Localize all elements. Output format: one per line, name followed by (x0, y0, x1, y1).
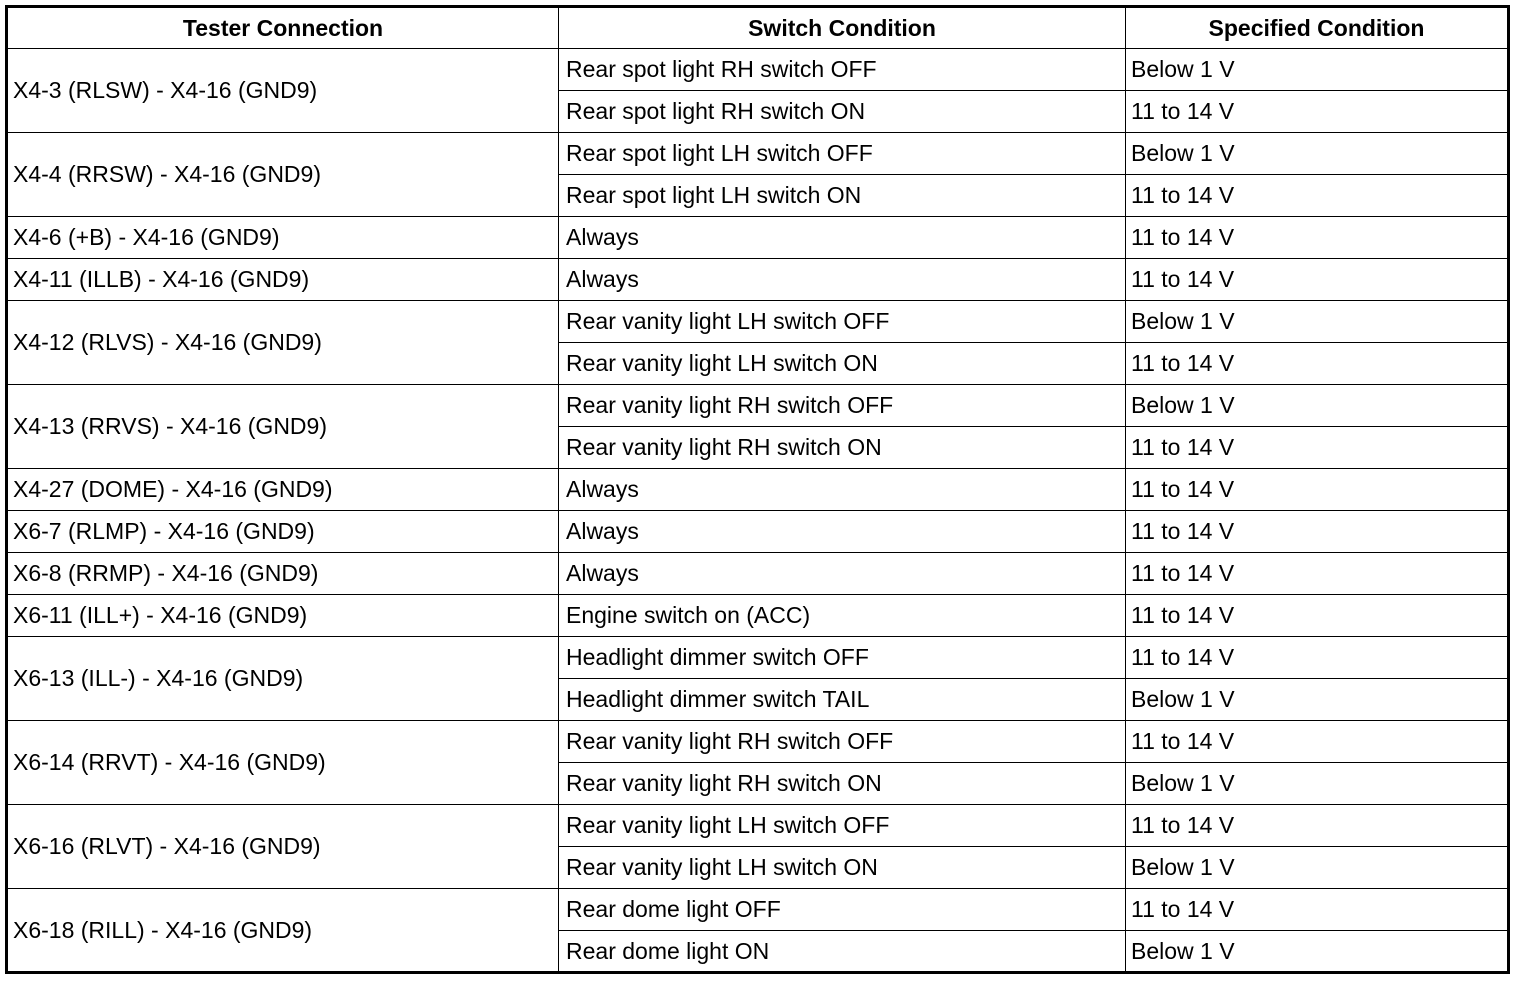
specified-condition-cell: 11 to 14 V (1126, 511, 1509, 553)
table-row (7, 385, 1509, 427)
table-row (7, 595, 1509, 637)
switch-condition-cell: Always (559, 259, 1126, 301)
switch-condition-cell: Rear spot light RH switch ON (559, 91, 1126, 133)
switch-condition-cell: Engine switch on (ACC) (559, 595, 1126, 637)
inspection-spec-table (5, 5, 1510, 974)
table-row (7, 805, 1509, 847)
tester-connection-cell: X4-13 (RRVS) - X4-16 (GND9) (7, 385, 559, 469)
switch-condition-cell: Always (559, 469, 1126, 511)
table-row (7, 553, 1509, 595)
tester-connection-cell: X6-18 (RILL) - X4-16 (GND9) (7, 889, 559, 973)
switch-condition-cell: Rear vanity light LH switch OFF (559, 805, 1126, 847)
specified-condition-cell: Below 1 V (1126, 385, 1509, 427)
switch-condition-cell: Always (559, 553, 1126, 595)
specified-condition-cell: 11 to 14 V (1126, 427, 1509, 469)
switch-condition-cell: Rear vanity light LH switch ON (559, 847, 1126, 889)
switch-condition-cell: Rear vanity light RH switch ON (559, 763, 1126, 805)
table-row (7, 469, 1509, 511)
specified-condition-cell: 11 to 14 V (1126, 469, 1509, 511)
tester-connection-cell: X6-11 (ILL+) - X4-16 (GND9) (7, 595, 559, 637)
switch-condition-cell: Rear dome light OFF (559, 889, 1126, 931)
tester-connection-cell: X6-8 (RRMP) - X4-16 (GND9) (7, 553, 559, 595)
specified-condition-cell: Below 1 V (1126, 847, 1509, 889)
tester-connection-cell: X6-7 (RLMP) - X4-16 (GND9) (7, 511, 559, 553)
specified-condition-cell: 11 to 14 V (1126, 175, 1509, 217)
specified-condition-cell: 11 to 14 V (1126, 637, 1509, 679)
switch-condition-cell: Rear vanity light LH switch OFF (559, 301, 1126, 343)
specified-condition-cell: 11 to 14 V (1126, 889, 1509, 931)
specified-condition-cell: Below 1 V (1126, 679, 1509, 721)
specified-condition-cell: 11 to 14 V (1126, 595, 1509, 637)
switch-condition-cell: Rear vanity light RH switch ON (559, 427, 1126, 469)
specified-condition-cell: 11 to 14 V (1126, 343, 1509, 385)
specified-condition-cell: 11 to 14 V (1126, 805, 1509, 847)
tester-connection-cell: X4-12 (RLVS) - X4-16 (GND9) (7, 301, 559, 385)
switch-condition-cell: Rear vanity light RH switch OFF (559, 385, 1126, 427)
switch-condition-cell: Always (559, 511, 1126, 553)
specified-condition-cell: 11 to 14 V (1126, 721, 1509, 763)
switch-condition-cell: Rear dome light ON (559, 931, 1126, 973)
specified-condition-cell: Below 1 V (1126, 931, 1509, 973)
specified-condition-cell: 11 to 14 V (1126, 553, 1509, 595)
specified-condition-cell: Below 1 V (1126, 301, 1509, 343)
tester-connection-cell: X6-16 (RLVT) - X4-16 (GND9) (7, 805, 559, 889)
switch-condition-cell: Always (559, 217, 1126, 259)
table-body (7, 49, 1509, 973)
header-switch-condition: Switch Condition (559, 7, 1126, 49)
switch-condition-cell: Rear vanity light RH switch OFF (559, 721, 1126, 763)
switch-condition-cell: Rear spot light LH switch ON (559, 175, 1126, 217)
header-row (7, 7, 1509, 49)
specified-condition-cell: 11 to 14 V (1126, 91, 1509, 133)
specified-condition-cell: Below 1 V (1126, 133, 1509, 175)
tester-connection-cell: X4-4 (RRSW) - X4-16 (GND9) (7, 133, 559, 217)
specified-condition-cell: Below 1 V (1126, 763, 1509, 805)
tester-connection-cell: X6-13 (ILL-) - X4-16 (GND9) (7, 637, 559, 721)
header-tester-connection: Tester Connection (7, 7, 559, 49)
table-row (7, 721, 1509, 763)
switch-condition-cell: Rear spot light RH switch OFF (559, 49, 1126, 91)
tester-connection-cell: X4-27 (DOME) - X4-16 (GND9) (7, 469, 559, 511)
table-row (7, 889, 1509, 931)
specified-condition-cell: 11 to 14 V (1126, 259, 1509, 301)
table-row (7, 511, 1509, 553)
switch-condition-cell: Rear vanity light LH switch ON (559, 343, 1126, 385)
tester-connection-cell: X4-6 (+B) - X4-16 (GND9) (7, 217, 559, 259)
table-row (7, 637, 1509, 679)
switch-condition-cell: Rear spot light LH switch OFF (559, 133, 1126, 175)
table-row (7, 133, 1509, 175)
tester-connection-cell: X4-3 (RLSW) - X4-16 (GND9) (7, 49, 559, 133)
table-row (7, 217, 1509, 259)
table-row (7, 49, 1509, 91)
specified-condition-cell: 11 to 14 V (1126, 217, 1509, 259)
tester-connection-cell: X4-11 (ILLB) - X4-16 (GND9) (7, 259, 559, 301)
table-row (7, 301, 1509, 343)
header-specified-condition: Specified Condition (1126, 7, 1509, 49)
specified-condition-cell: Below 1 V (1126, 49, 1509, 91)
switch-condition-cell: Headlight dimmer switch OFF (559, 637, 1126, 679)
switch-condition-cell: Headlight dimmer switch TAIL (559, 679, 1126, 721)
table-row (7, 259, 1509, 301)
tester-connection-cell: X6-14 (RRVT) - X4-16 (GND9) (7, 721, 559, 805)
